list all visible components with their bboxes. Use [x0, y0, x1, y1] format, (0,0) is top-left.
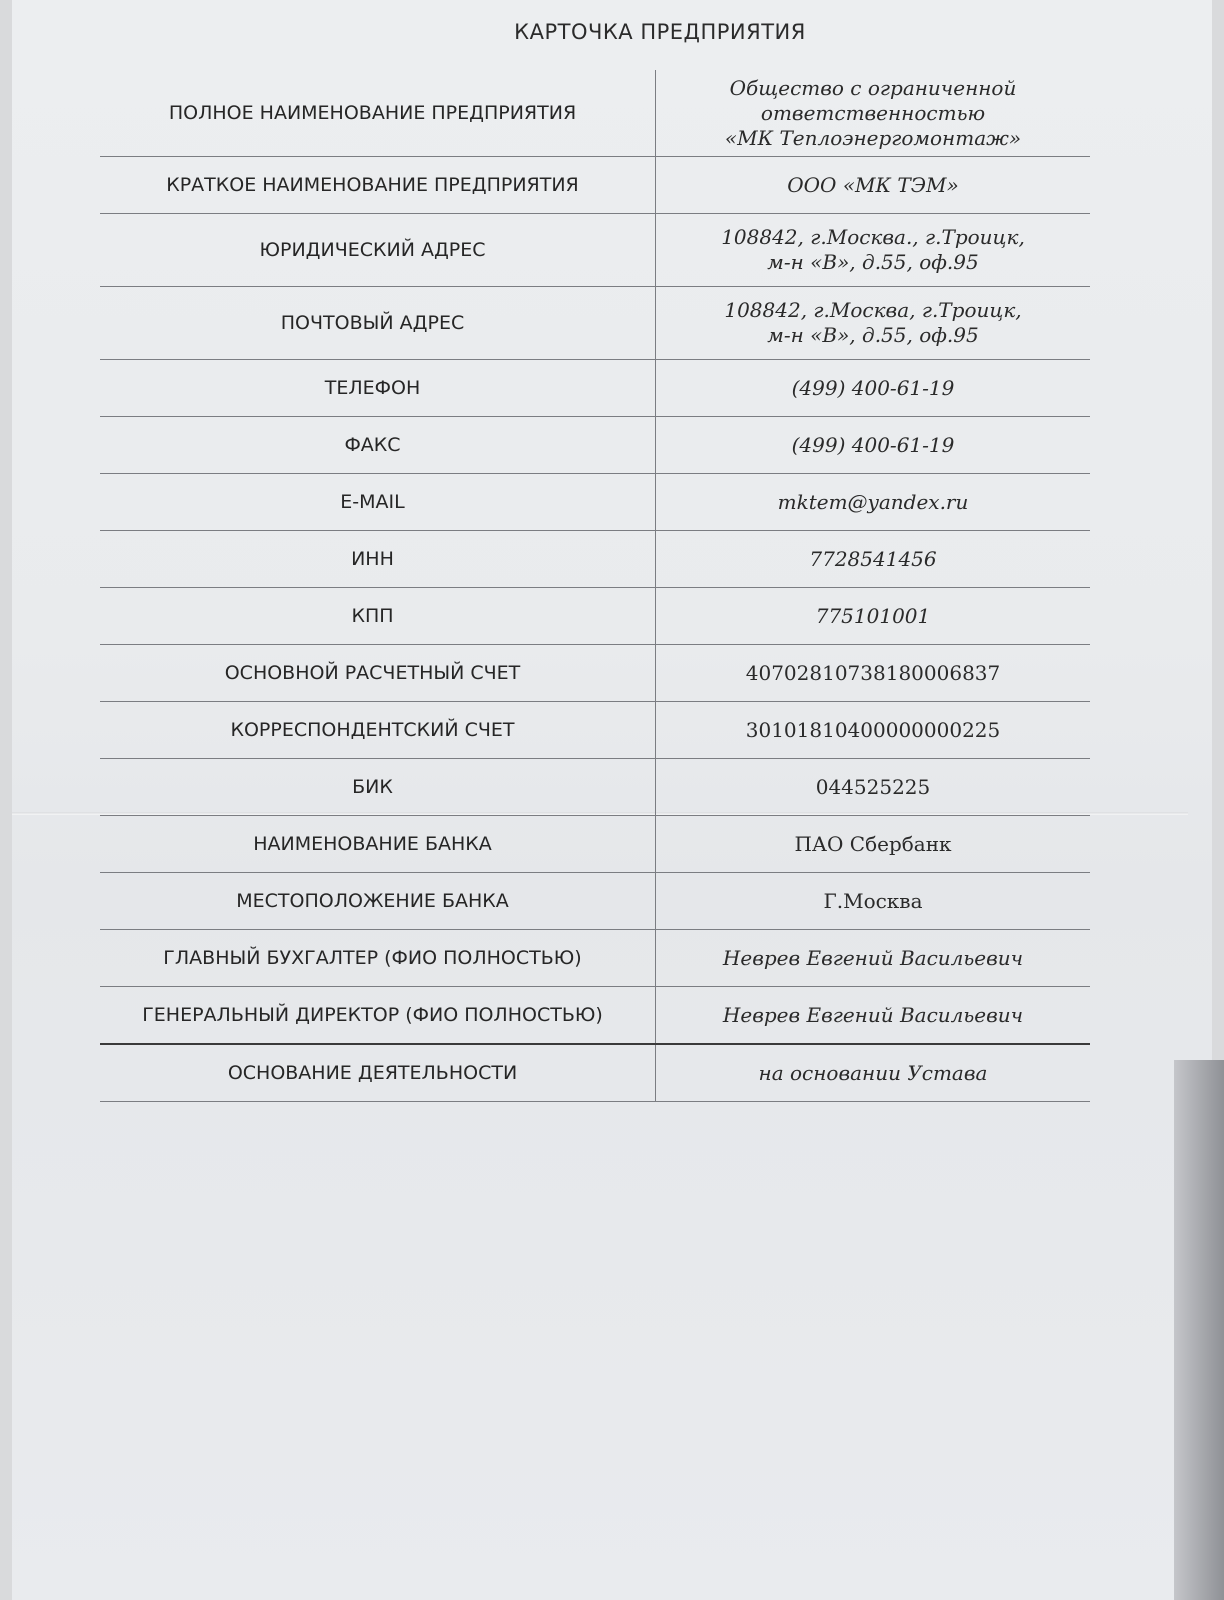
row-value: [656, 702, 1091, 759]
row-label: ГЕНЕРАЛЬНЫЙ ДИРЕКТОР (ФИО ПОЛНОСТЬЮ): [100, 987, 656, 1045]
row-label: НАИМЕНОВАНИЕ БАНКА: [100, 816, 656, 873]
row-label: ГЛАВНЫЙ БУХГАЛТЕР (ФИО ПОЛНОСТЬЮ): [100, 930, 656, 987]
row-value: [656, 873, 1091, 930]
row-value: [656, 417, 1091, 474]
row-label: ПОЧТОВЫЙ АДРЕС: [100, 287, 656, 360]
document-title: КАРТОЧКА ПРЕДПРИЯТИЯ: [514, 20, 806, 44]
row-correspondent-account: [100, 702, 1090, 759]
row-full-name: [100, 70, 1090, 157]
value-line: 044525225: [815, 774, 931, 799]
row-label: E-MAIL: [100, 474, 656, 531]
value-line: 775101001: [815, 603, 931, 628]
value-line: ПАО Сбербанк: [794, 831, 952, 856]
row-value: [656, 816, 1091, 873]
value-line: м-н «В», д.55, оф.95: [767, 250, 979, 274]
row-label: КПП: [100, 588, 656, 645]
value-line: Общество с ограниченной: [729, 75, 1017, 100]
row-value: [656, 759, 1091, 816]
row-bik: [100, 759, 1090, 816]
row-label: ОСНОВАНИЕ ДЕЯТЕЛЬНОСТИ: [100, 1044, 656, 1102]
row-label: ИНН: [100, 531, 656, 588]
row-settlement-account: [100, 645, 1090, 702]
row-value: [656, 531, 1091, 588]
row-email: [100, 474, 1090, 531]
row-label: ЮРИДИЧЕСКИЙ АДРЕС: [100, 214, 656, 287]
row-label: ФАКС: [100, 417, 656, 474]
company-card-table: [100, 70, 1090, 1102]
background-shadow: [1174, 1060, 1224, 1600]
row-general-director: [100, 987, 1090, 1045]
row-value: [656, 360, 1091, 417]
row-bank-location: [100, 873, 1090, 930]
row-bank-name: [100, 816, 1090, 873]
row-inn: [100, 531, 1090, 588]
value-line: 108842, г.Москва., г.Троицк,: [721, 225, 1025, 249]
row-fax: [100, 417, 1090, 474]
row-label: ОСНОВНОЙ РАСЧЕТНЫЙ СЧЕТ: [100, 645, 656, 702]
row-value: [656, 474, 1091, 531]
value-line: (499) 400-61-19: [791, 375, 955, 400]
row-basis-of-activity: [100, 1044, 1090, 1102]
value-line: ответственностью: [760, 100, 986, 125]
row-label: БИК: [100, 759, 656, 816]
value-line: 40702810738180006837: [745, 660, 1001, 685]
row-value: [656, 930, 1091, 987]
row-chief-accountant: [100, 930, 1090, 987]
value-line: Г.Москва: [823, 888, 923, 913]
row-value: [656, 287, 1091, 360]
row-value: [656, 214, 1091, 287]
value-line: Неврев Евгений Васильевич: [722, 945, 1024, 970]
row-label: МЕСТОПОЛОЖЕНИЕ БАНКА: [100, 873, 656, 930]
row-value: [656, 987, 1091, 1045]
row-value: [656, 70, 1091, 157]
value-line: 108842, г.Москва, г.Троицк,: [724, 298, 1022, 322]
row-value: [656, 645, 1091, 702]
value-line: mktem@yandex.ru: [777, 489, 969, 514]
row-label: ПОЛНОЕ НАИМЕНОВАНИЕ ПРЕДПРИЯТИЯ: [100, 70, 656, 157]
row-short-name: [100, 157, 1090, 214]
row-value: [656, 588, 1091, 645]
row-value: [656, 157, 1091, 214]
row-phone: [100, 360, 1090, 417]
value-line: Неврев Евгений Васильевич: [722, 1002, 1024, 1027]
row-label: ТЕЛЕФОН: [100, 360, 656, 417]
value-line: (499) 400-61-19: [791, 432, 955, 457]
row-label: КРАТКОЕ НАИМЕНОВАНИЕ ПРЕДПРИЯТИЯ: [100, 157, 656, 214]
row-legal-address: [100, 214, 1090, 287]
value-line: ООО «МК ТЭМ»: [787, 172, 959, 197]
value-line: 30101810400000000225: [745, 717, 1001, 742]
row-label: КОРРЕСПОНДЕНТСКИЙ СЧЕТ: [100, 702, 656, 759]
value-line: на основании Устава: [758, 1060, 988, 1085]
row-kpp: [100, 588, 1090, 645]
row-postal-address: [100, 287, 1090, 360]
row-value: [656, 1044, 1091, 1102]
value-line: 7728541456: [809, 546, 937, 571]
value-line: м-н «В», д.55, оф.95: [767, 323, 979, 347]
value-line: «МК Теплоэнергомонтаж»: [724, 125, 1022, 150]
